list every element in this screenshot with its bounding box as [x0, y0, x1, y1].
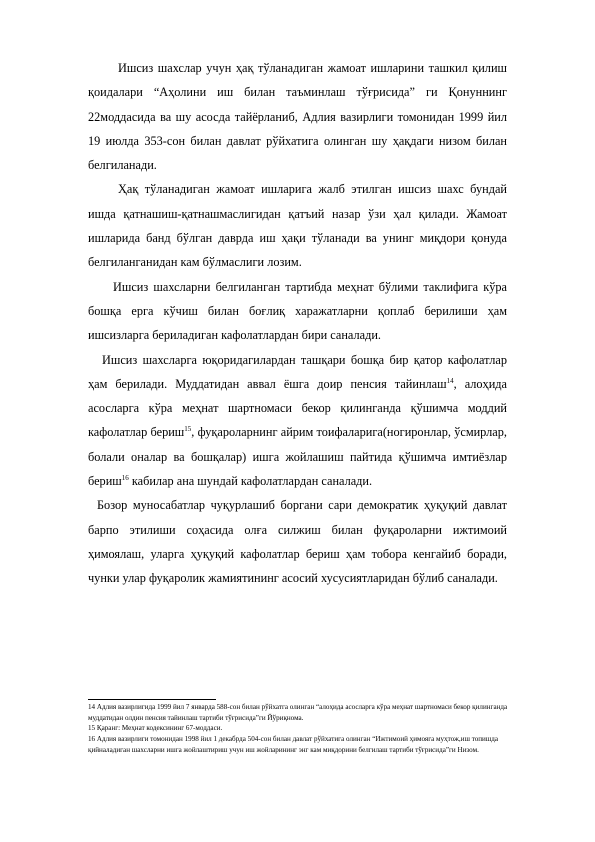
footnote-16: 16 Адлия вазирлиги томонидан 1998 йил 1 декабрда 504-сон билан давлат рўйхатига олинган “Ижтимоий ҳимояга муҳтож,иш топишда қийналадиган шахсларни ишга жойлаштириш учун иш жойларининг энг кам миқдорини белгилаш тартиби тўғрисида”ги Низом. — [88, 735, 499, 754]
paragraph-4-text-d: кабилар ана шундай кафолатлардан саналади. — [128, 474, 373, 489]
footnotes — [88, 702, 513, 756]
paragraph-3 — [88, 275, 507, 348]
paragraph-2-text: Ҳақ тўланадиган жамоат ишларига жалб этилган ишсиз шахс бундай ишда қатнашиш-қатнашмаслигидан қатъий назар ўзи ҳал қилади. Жамоат ишларида банд бўлган даврда иш ҳақи тўланади ва унинг миқдори қонуда белгиланганидан кам бўлмаслиги лозим. — [88, 182, 507, 270]
main-text — [88, 56, 507, 591]
footnote-ref-16[interactable]: 16 — [121, 474, 129, 483]
paragraph-4-text-c: , фуқароларнинг айрим тоифаларига(ногиронлар, ўсмирлар, болали оналар ва бошқалар) ишга жойлашиш пайтида қўшимча имтиёзлар бериш — [88, 425, 507, 489]
paragraph-3-text: Ишсиз шахсларни белгиланган тартибда меҳнат бўлими таклифига кўра бошқа ерга кўчиш билан боғлиқ харажатларни қоплаб берилиши ҳам ишсизларга бериладиган кафолатлардан бири саналади. — [88, 279, 507, 343]
paragraph-1-text: Ишсиз шахслар учун ҳақ тўланадиган жамоат ишларини ташкил қилиш қоидалари “Аҳолини иш билан таъминлаш тўғрисида” ги Қонуннинг 22моддасида ва шу асосда тайёрланиб, Адлия вазирлиги томонидан 1999 йил 19 июлда 353-сон билан давлат рўйхатига олинган шу ҳақдаги низом билан белгиланади. — [88, 61, 507, 173]
footnote-separator — [88, 699, 216, 700]
footnote-15: 15 Қаранг: Меҳнат кодексининг 67-моддаси. — [88, 724, 223, 733]
paragraph-4-text-a: Ишсиз шахсларга юқоридагилардан ташқари бошқа бир қатор кафолатлар ҳам берилади. Муддатидан аввал ёшга доир пенсия тайинлаш — [88, 352, 507, 391]
footnote-14: 14 Адлия вазирлигида 1999 йил 7 январда 588-сон билан рўйхатга олинган “алоҳида асосларга кўра меҳнат шартномаси бекор қилинганда муддатидан олдин пенсия тайинлаш тартиби тўғрисида”ги Йўриқнома. — [88, 703, 508, 722]
paragraph-5-text: Бозор муносабатлар чуқурлашиб боргани сари демократик ҳуқуқий давлат барпо этилиши соҳасида олға силжиш билан фуқароларни ижтимоий ҳимоялаш, уларга ҳуқуқий кафолатлар бериш ҳам тобора кенгайиб боради, чунки улар фуқаролик жамиятининг асосий хусусиятларидан бўлиб саналади. — [88, 498, 507, 586]
paragraph-2 — [88, 177, 507, 274]
footnote-ref-14[interactable]: 14 — [446, 376, 454, 385]
paragraph-4-text-b: , алоҳида асосларга кўра меҳнат шартномаси бекор қилинганда қўшимча моддий кафолатлар бериш — [88, 376, 507, 440]
footnote-ref-15[interactable]: 15 — [184, 425, 192, 434]
paragraph-5 — [88, 493, 507, 590]
paragraph-4 — [88, 348, 507, 494]
paragraph-1 — [88, 56, 507, 177]
